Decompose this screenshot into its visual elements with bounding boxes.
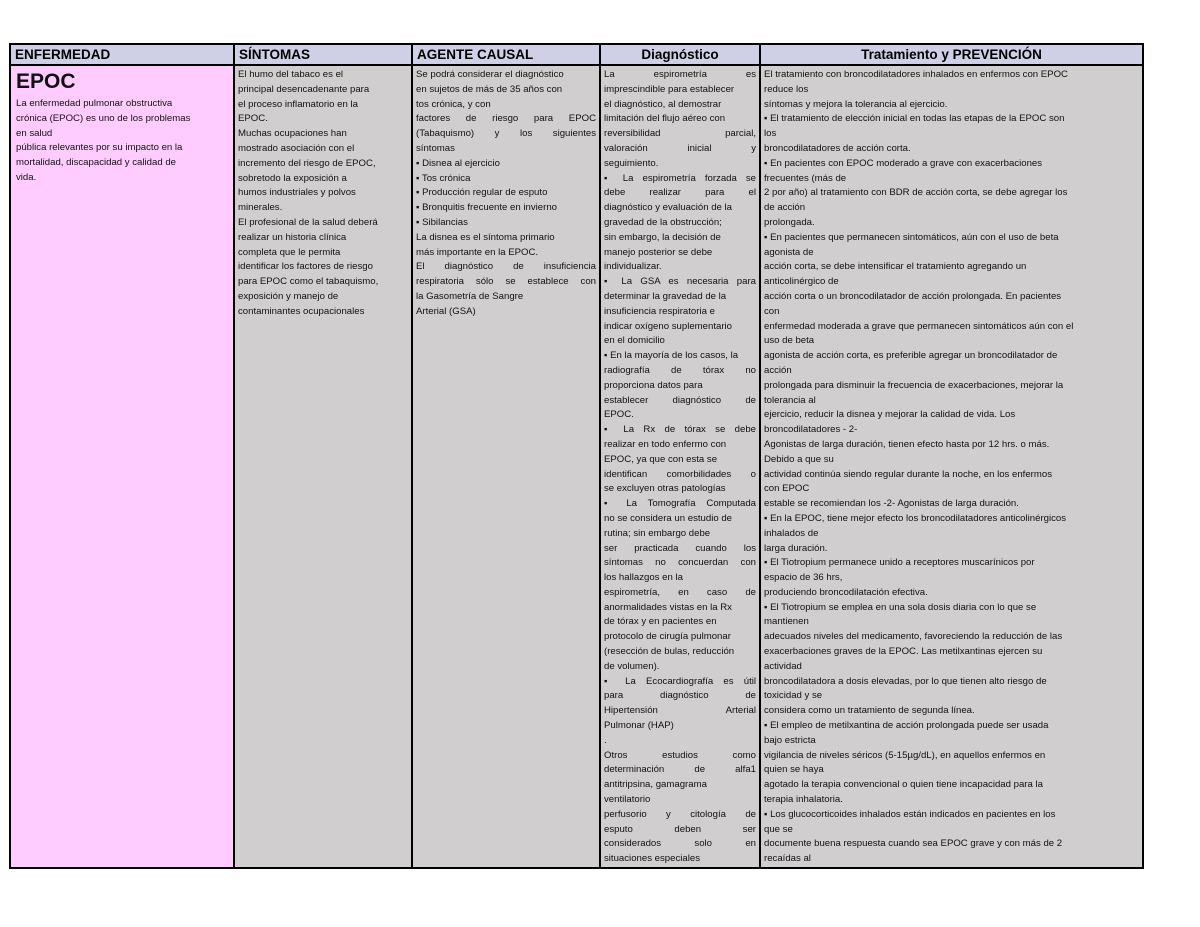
text-line: mantienen [764,616,809,628]
text-line: crónica (EPOC) es uno de los problemas [16,112,191,124]
text-line: El profesional de la salud deberá [238,216,378,228]
text-line: ▪ La Rx de tórax se debe [604,424,756,436]
text-line: gravedad de la obstrucción; [604,216,722,228]
text-line: ejercicio, reducir la disnea y mejorar la calidad de vida. Los [764,409,1016,421]
text-line: agotado la terapia convencional o quien tiene incapacidad para la [764,779,1043,791]
text-line: ▪ En la EPOC, tiene mejor efecto los broncodilatadores anticolinérgicos [764,512,1067,524]
text-line: La disnea es el síntoma primario [416,231,555,243]
text-line: ▪ La Ecocardiografía es útil [604,675,756,687]
text-line: ser practicada cuando los [604,542,756,554]
text-line: ▪ El Tiotropium se emplea en una sola dosis diaria con lo que se [764,601,1037,613]
text-line: La espirometría es [604,69,756,80]
text-line: toxicidad y se [764,690,823,702]
text-line: anormalidades vistas en la Rx [604,601,732,613]
text-line: valoración inicial y [604,142,756,154]
text-line: anticolinérgico de [764,276,839,288]
header-enfermedad: ENFERMEDAD [10,44,234,65]
text-line: con [764,305,780,317]
text-line: acción corta o un broncodilatador de acción prolongada. En pacientes [764,290,1062,302]
text-line: uso de beta [764,335,815,347]
text-line: humos industriales y polvos [238,187,356,199]
text-line: adecuados niveles del medicamento, favoreciendo la reducción de las [764,631,1063,643]
text-line: contaminantes ocupacionales [238,305,365,317]
enfermedad-cell [10,65,234,868]
text-line: prolongada. [764,216,815,228]
text-line: antitripsina, gamagrama [604,779,707,791]
header-row [10,44,1143,65]
text-line: síntomas no concuerdan con [604,557,756,569]
text-line: La enfermedad pulmonar obstructiva [16,98,173,109]
text-line: establecer diagnóstico de [604,394,756,406]
text-line: de volumen). [604,660,660,672]
text-line: ▪ En pacientes con EPOC moderado a grave con exacerbaciones [764,157,1043,169]
text-line: de acción [764,202,806,214]
text-line: espirometría, en caso de [604,586,756,598]
text-line: mortalidad, discapacidad y calidad de [16,157,176,169]
text-line: para diagnóstico de [604,690,756,702]
text-line: tolerancia al [764,394,816,406]
text-line: rutina; sin embargo debe [604,527,711,539]
text-line: El tratamiento con broncodilatadores inhalados en enfermos con EPOC [764,69,1068,80]
text-line: para EPOC como el tabaquismo, [238,276,379,288]
text-line: la Gasometría de Sangre [416,290,524,302]
text-line: Muchas ocupaciones han [238,128,347,140]
text-line: diagnóstico y evaluación de la [604,202,733,214]
tratamiento-cell [760,65,1143,868]
text-line: completa que le permita [238,246,341,258]
text-line: prolongada para disminuir la frecuencia de exacerbaciones, mejorar la [764,379,1064,391]
text-line: bajo estricta [764,734,816,746]
text-line: espacio de 36 hrs, [764,572,843,584]
text-line: que se [764,823,793,835]
text-line: larga duración. [764,542,828,554]
text-line: con EPOC [764,483,810,495]
text-line: incremento del riesgo de EPOC, [238,157,376,169]
text-line: ▪ La GSA es necesaria para [604,276,756,288]
agente-causal-cell [412,65,600,868]
text-line: exacerbaciones graves de la EPOC. Las metilxantinas ejercen su [764,646,1043,658]
text-line: documente buena respuesta cuando sea EPOC grave y con más de 2 [764,838,1063,850]
text-line: sobretodo la exposición a [238,172,347,184]
text-line: quien se haya [764,764,824,776]
text-line: síntomas y mejora la tolerancia al ejercicio. [764,98,948,110]
text-line: Se podrá considerar el diagnóstico [416,69,564,80]
text-line: recaídas al [764,853,811,865]
text-line: El diagnóstico de insuficiencia [416,261,596,273]
text-line: broncodilatadores de acción corta. [764,142,911,154]
text-line: identificar los factores de riesgo [238,261,373,273]
text-line: considerados solo en [604,838,756,850]
text-line: de tórax y en pacientes en [604,616,717,628]
text-line: Debido a que su [764,453,834,465]
text-line: Agonistas de larga duración, tienen efecto hasta por 12 hrs. o más. [764,438,1050,450]
text-line: no se considera un estudio de [604,512,733,524]
text-line: reduce los [764,83,809,95]
text-line: esputo deben ser [604,823,756,835]
text-line: indicar oxígeno suplementario [604,320,732,332]
table-row [10,65,1143,868]
text-line: ventilatorio [604,794,651,806]
text-line: ▪ Bronquitis frecuente en invierno [416,202,557,214]
text-line: broncodilatadora a dosis elevadas, por lo que tienen alto riesgo de [764,675,1047,687]
text-line: frecuentes (más de [764,172,847,184]
text-line: en salud [16,127,53,139]
text-line: broncodilatadores - 2- [764,424,858,436]
diagnostico-cell [600,65,760,868]
text-line: . [604,734,607,746]
text-line: EPOC. [238,113,268,125]
text-line: realizar un historia clínica [238,231,347,243]
text-line: limitación del flujo aéreo con [604,113,726,125]
text-line: realizar en todo enfermo con [604,438,727,450]
text-line: los [764,128,777,140]
text-line: ▪ La espirometría forzada se [604,172,756,184]
text-line: El humo del tabaco es el [238,69,344,80]
text-line: Otros estudios como [604,749,756,761]
disease-table [9,43,1144,869]
text-line: perfusorio y citología de [604,808,756,820]
text-line: en sujetos de más de 35 años con [416,83,563,95]
text-line: insuficiencia respiratoria e [604,305,715,317]
text-line: ▪ En pacientes que permanecen sintomáticos, aún con el uso de beta [764,231,1059,243]
text-line: Pulmonar (HAP) [604,720,674,732]
text-line: actividad [764,660,802,672]
text-line: ▪ El Tiotropium permanece unido a receptores muscarínicos por [764,557,1035,569]
text-line: agonista de acción corta, es preferible agregar un broncodilatador de [764,350,1058,362]
header-sintomas: SÍNTOMAS [234,44,412,65]
text-line: ▪ El tratamiento de elección inicial en todas las etapas de la EPOC son [764,113,1065,125]
text-line: principal desencadenante para [238,83,370,95]
text-line: ▪ Disnea al ejercicio [416,157,500,169]
text-line: (resección de bulas, reducción [604,646,735,658]
header-tratamiento: Tratamiento y PREVENCIÓN [760,44,1143,65]
text-line: tos crónica, y con [416,98,491,110]
text-line: exposición y manejo de [238,290,339,302]
text-line: EPOC. [604,409,634,421]
text-line: manejo posterior se debe [604,246,713,258]
text-line: radiografía de tórax no [604,364,756,376]
text-line: el diagnóstico, al demostrar [604,98,722,110]
text-line: vigilancia de niveles séricos (5-15µg/dL), en aquellos enfermos en [764,749,1046,761]
text-line: situaciones especiales [604,853,700,865]
text-line: considera como un tratamiento de segunda línea. [764,705,975,717]
text-line: ▪ Los glucocorticoides inhalados están indicados en pacientes en los [764,808,1056,820]
sintomas-cell [234,65,412,868]
text-line: inhalados de [764,527,819,539]
header-agente-causal: AGENTE CAUSAL [412,44,600,65]
text-line: individualizar. [604,261,662,273]
text-line: enfermedad moderada a grave que permanecen sintomáticos aún con el [764,320,1074,332]
text-line: mostrado asociación con el [238,142,355,154]
text-line: Arterial (GSA) [416,305,476,317]
text-line: reversibilidad parcial, [604,128,756,140]
text-line: seguimiento. [604,157,659,169]
text-line: terapia inhalatoria. [764,794,843,806]
text-line: 2 por año) al tratamiento con BDR de acción corta, se debe agregar los [764,187,1068,199]
text-line: identifican comorbilidades o [604,468,756,480]
text-line: acción [764,364,792,376]
text-line: ▪ Producción regular de esputo [416,187,548,199]
text-line: proporciona datos para [604,379,703,391]
text-line: se excluyen otras patologías [604,483,726,495]
text-line: sin embargo, la decisión de [604,231,721,243]
text-line: produciendo broncodilatación efectiva. [764,586,928,598]
disease-description [16,97,230,186]
text-line: síntomas [416,142,455,154]
text-line: actividad continúa siendo regular durante la noche, en los enfermos [764,468,1052,480]
text-line: EPOC, ya que con esta se [604,453,718,465]
text-line: ▪ El empleo de metilxantina de acción prolongada puede ser usada [764,720,1049,732]
text-line: protocolo de cirugía pulmonar [604,631,731,643]
text-line: (Tabaquismo) y los siguientes [416,128,596,140]
text-line: imprescindible para establecer [604,83,735,95]
text-line: más importante en la EPOC. [416,246,539,258]
text-line: factores de riesgo para EPOC [416,113,596,125]
text-line: minerales. [238,202,283,214]
text-line: determinación de alfa1 [604,764,756,776]
text-line: vida. [16,171,37,183]
text-line: en el domicilio [604,335,665,347]
text-line: los hallazgos en la [604,572,683,584]
disease-name: EPOC [16,70,76,93]
text-line: agonista de [764,246,814,258]
text-line: Hipertensión Arterial [604,705,756,717]
text-line: ▪ La Tomografía Computada [604,498,756,510]
text-line: estable se recomiendan los -2- Agonistas de larga duración. [764,498,1019,510]
text-line: pública relevantes por su impacto en la [16,142,183,154]
header-diagnostico: Diagnóstico [600,44,760,65]
text-line: respiratoria sólo se establece con [416,276,596,288]
text-line: acción corta, se debe intensificar el tratamiento agregando un [764,261,1027,273]
text-line: debe realizar para el [604,187,756,199]
text-line: el proceso inflamatorio en la [238,98,358,110]
text-line: ▪ Tos crónica [416,172,471,184]
text-line: determinar la gravedad de la [604,290,727,302]
text-line: ▪ Sibilancias [416,216,468,228]
text-line: ▪ En la mayoría de los casos, la [604,350,739,362]
